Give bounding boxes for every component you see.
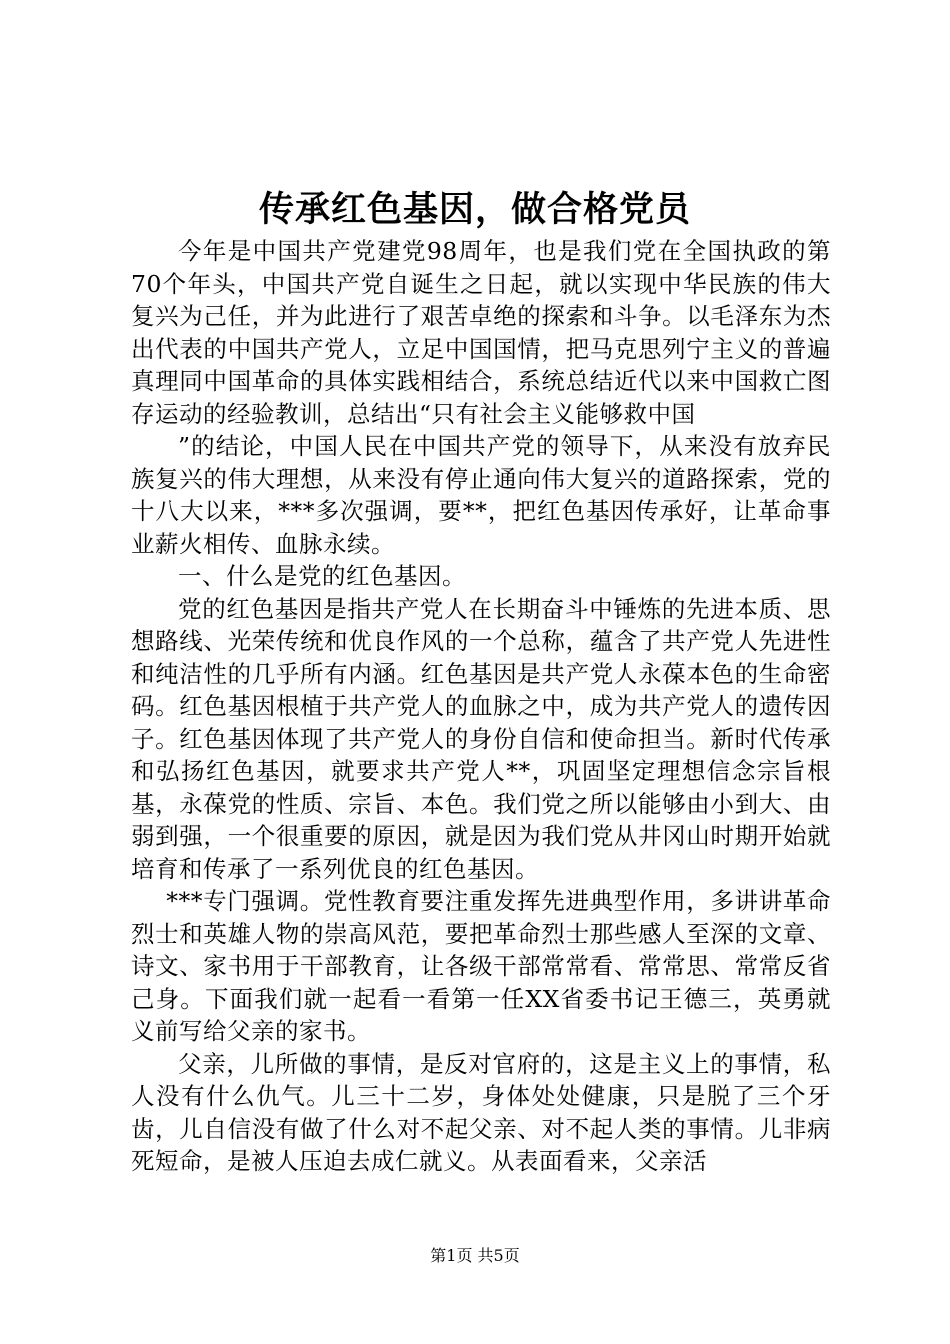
paragraph-red-gene-definition: 党的红色基因是指共产党人在长期奋斗中锤炼的先进本质、思想路线、光荣传统和优良作风的一个总称，蕴含了共产党人先进性和纯洁性的几乎所有内涵。红色基因是共产党人永葆本色的生命密码。红色基因根植于共产党人的血脉之中，成为共产党人的遗传因子。红色基因体现了共产党人的身份自信和使命担当。新时代传承和弘扬红色基因，就要求共产党人**，巩固坚定理想信念宗旨根基，永葆党的性质、宗旨、本色。我们党之所以能够由小到大、由弱到强，一个很重要的原因，就是因为我们党从井冈山时期开始就培育和传承了一系列优良的红色基因。 <box>131 594 831 883</box>
page-number-footer: 第1页 共5页 <box>430 1246 520 1265</box>
paragraph-family-letter: 父亲，儿所做的事情，是反对官府的，这是主义上的事情，私人没有什么仇气。儿三十二岁，身体处处健康，只是脱了三个牙齿，儿自信没有做了什么对不起父亲、对不起人类的事情。儿非病死短命，是被人压迫去成仁就义。从表面看来，父亲活 <box>131 1049 831 1175</box>
document-body <box>131 235 831 1178</box>
paragraph-conclusion: ”的结论，中国人民在中国共产党的领导下，从来没有放弃民族复兴的伟大理想，从来没有停止通向伟大复兴的道路探索，党的十八大以来，***多次强调，要**，把红色基因传承好，让革命事业薪火相传、血脉永续。 <box>131 432 831 558</box>
section-heading-red-gene: 一、什么是党的红色基因。 <box>178 562 466 590</box>
paragraph-intro: 今年是中国共产党建党98周年，也是我们党在全国执政的第70个年头，中国共产党自诞生之日起，就以实现中华民族的伟大复兴为己任，并为此进行了艰苦卓绝的探索和斗争。以毛泽东为杰出代表的中国共产党人，立足中国国情，把马克思列宁主义的普遍真理同中国革命的具体实践相结合，系统总结近代以来中国救亡图存运动的经验教训，总结出“只有社会主义能够救中国 <box>131 237 831 428</box>
paragraph-party-education: ***专门强调。党性教育要注重发挥先进典型作用，多讲讲革命烈士和英雄人物的崇高风范，要把革命烈士那些感人至深的文章、诗文、家书用于干部教育，让各级干部常常看、常常思、常常反省己身。下面我们就一起看一看第一任XX省委书记王德三，英勇就义前写给父亲的家书。 <box>131 887 831 1045</box>
page-title: 传承红色基因，做合格党员 <box>258 189 691 230</box>
